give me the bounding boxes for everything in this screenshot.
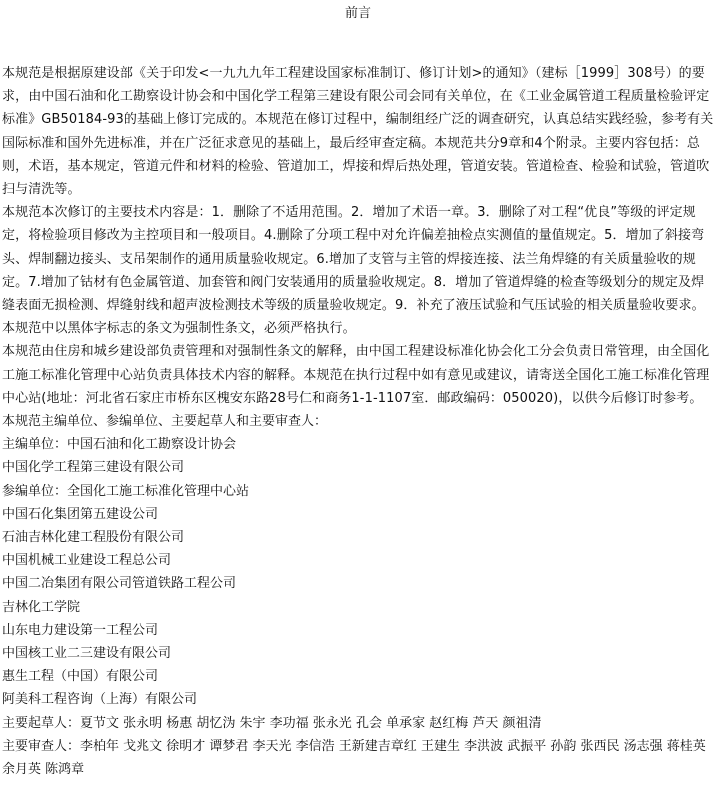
participating-unit: 惠生工程（中国）有限公司	[2, 669, 159, 685]
participating-unit: 山东电力建设第一工程公司	[2, 622, 159, 638]
participating-unit-line	[2, 480, 714, 503]
reviewers-label: 主要审查人：	[2, 738, 81, 754]
participating-unit: 中国核工业二三建设有限公司	[2, 646, 172, 662]
reviewers-line	[2, 735, 714, 781]
participating-unit: 全国化工施工标准化管理中心站	[67, 483, 250, 499]
paragraph-basis: 本规范是根据原建设部《关于印发<一九九九年工程建设国家标准制订、修订计划>的通知》（建标［1999］308号）的要求，由中国石油和化工勘察设计协会和中国化学工程第三建设有限公司会同有关单位，在《工业金属管道工程质量检验评定标准》GB50184-93的基础上修订完成的。本规范在修订过程中，编制组经广泛的调查研究，认真总结实践经验，参考有关国际标准和国外先进标准，并在广泛征求意见的基础上，最后经审查定稿。本规范共分9章和4个附录。主要内容包括：总则，术语，基本规定，管道元件和材料的检验、管道加工，焊接和焊后热处理，管道安装。管道检查、检验和试验，管道吹扫与清洗等。	[2, 66, 714, 198]
drafters-line	[2, 712, 714, 735]
paragraph-revisions: 本规范本次修订的主要技术内容是：1．删除了不适用范围。2．增加了术语一章。3．删除了对工程“优良”等级的评定规定，将检验项目修改为主控项目和一般项目。4.删除了分项工程中对允许偏差抽检点实测值的量值规定。5．增加了斜接弯头、焊制翻边接头、支吊架制作的通用质量验收规定。6.增加了支管与主管的焊接连接、法兰角焊缝的有关质量验收的规定。7.增加了钴材有色金属管道、加套管和阀门安装通用的质量验收规定。8．增加了管道焊缝的检查等级划分的规定及焊缝表面无损检测、焊缝射线和超声波检测技术等级的质量验收规定。9．补充了液压试验和气压试验的相关质量验收要求。本规范中以黑体字标志的条文为强制性条文，必须严格执行。	[2, 205, 705, 337]
chief-editor-unit: 中国石油和化工勘察设计协会	[67, 437, 237, 453]
paragraph-management: 本规范由住房和城乡建设部负责管理和对强制性条文的解释，由中国工程建设标准化协会化工分会负责日常管理，由全国化工施工标准化管理中心站负责具体技术内容的解释。本规范在执行过程中如有意见或建议，请寄送全国化工施工标准化管理中心站(地址：河北省石家庄市桥东区槐安东路28号仁和商务1-1-1107室．邮政编码：050020)，以供今后修订时参考。	[2, 344, 710, 406]
drafters-label: 主要起草人：	[2, 715, 81, 731]
document-page	[2, 0, 714, 781]
chief-editor-unit: 中国化学工程第三建设有限公司	[2, 460, 185, 476]
reviewers-names: 李柏年 戈兆文 徐明才 谭梦君 李天光 李信浩 王新建吉章红 王建生 李洪波 武振平 孙韵 张西民 汤志强 蒋桂英 余月英 陈鸿章	[2, 738, 706, 778]
participating-label: 参编单位：	[2, 483, 68, 499]
participating-unit: 阿美科工程咨询（上海）有限公司	[2, 692, 198, 708]
chief-editor-unit-line	[2, 433, 714, 456]
participating-unit: 吉林化工学院	[2, 599, 81, 615]
participating-unit: 石油吉林化建工程股份有限公司	[2, 530, 185, 546]
drafters-names: 夏节文 张永明 杨惠 胡忆沩 朱宇 李功福 张永光 孔会 单承家 赵红梅 芦天 颜祖清	[80, 715, 542, 731]
participating-unit: 中国二冶集团有限公司管道铁路工程公司	[2, 576, 237, 592]
participating-unit: 中国机械工业建设工程总公司	[2, 553, 172, 569]
chief-editor-label: 主编单位：	[2, 437, 68, 453]
participating-unit: 中国石化集团第五建设公司	[2, 506, 159, 522]
page-title: 前言	[344, 6, 371, 21]
units-intro: 本规范主编单位、参编单位、主要起草人和主要审查人：	[2, 414, 328, 430]
